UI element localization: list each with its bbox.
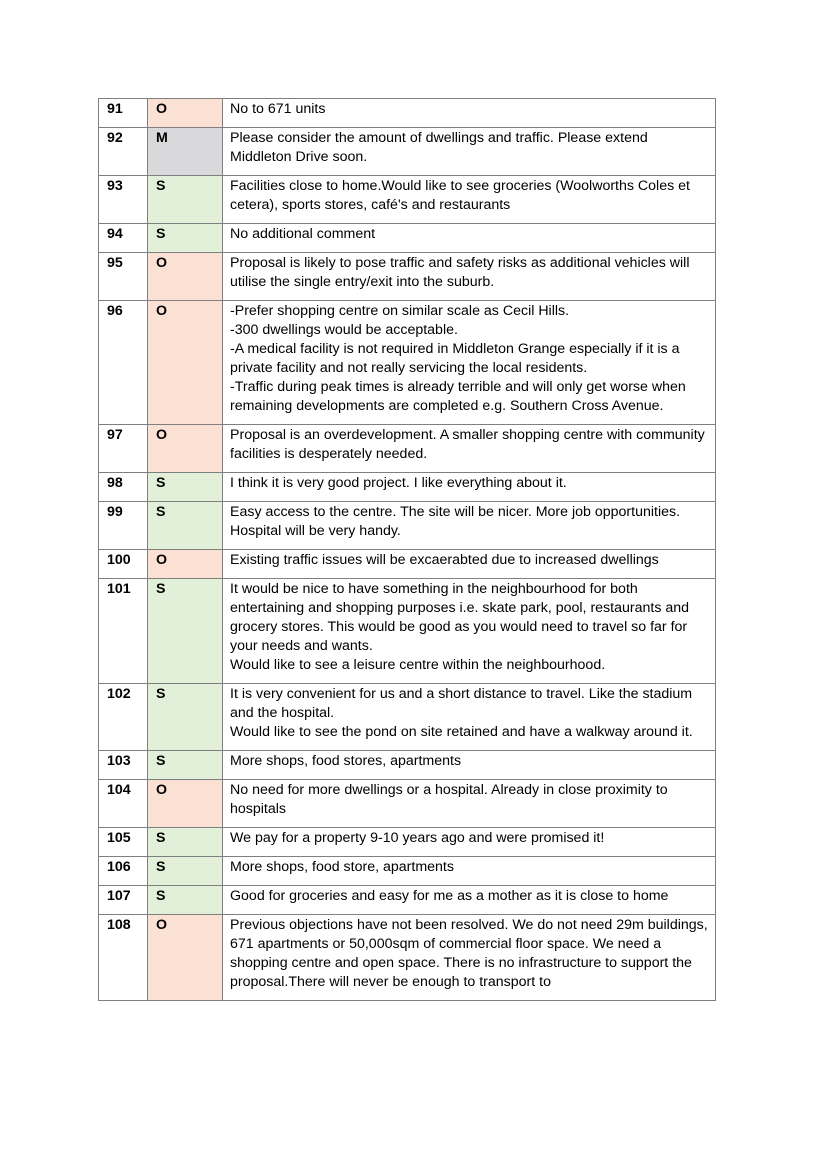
comment-line: Facilities close to home.Would like to see groceries (Woolworths Coles et cetera), sports stores, café's and restaurants — [230, 178, 690, 213]
comment-line: Proposal is an overdevelopment. A smaller shopping centre with community facilities is desperately needed. — [230, 427, 705, 462]
comment-line: -Traffic during peak times is already terrible and will only get worse when remaining developments are completed e.g. Southern Cross Avenue. — [230, 379, 686, 414]
submission-position-code: S — [148, 828, 223, 857]
submission-number: 101 — [99, 579, 148, 684]
comment-line: -Prefer shopping centre on similar scale as Cecil Hills. — [230, 303, 570, 319]
comment-line: I think it is very good project. I like everything about it. — [230, 475, 567, 491]
submission-number: 94 — [99, 224, 148, 253]
table-row — [99, 550, 716, 579]
submission-position-code: O — [148, 780, 223, 828]
submission-number: 97 — [99, 425, 148, 473]
submission-comment — [223, 176, 716, 224]
submission-number: 106 — [99, 857, 148, 886]
submission-number: 91 — [99, 99, 148, 128]
submission-position-code: S — [148, 886, 223, 915]
submission-position-code: S — [148, 176, 223, 224]
comment-line: We pay for a property 9-10 years ago and were promised it! — [230, 830, 605, 846]
submission-number: 105 — [99, 828, 148, 857]
table-row — [99, 684, 716, 751]
comment-line: -A medical facility is not required in Middleton Grange especially if it is a private facility and not really servicing the local residents. — [230, 341, 680, 376]
submission-number: 100 — [99, 550, 148, 579]
submission-number: 98 — [99, 473, 148, 502]
submission-comment — [223, 915, 716, 1001]
table-row — [99, 828, 716, 857]
table-row — [99, 128, 716, 176]
submission-number: 102 — [99, 684, 148, 751]
submission-comment — [223, 857, 716, 886]
submission-comment — [223, 502, 716, 550]
submission-number: 104 — [99, 780, 148, 828]
table-row — [99, 886, 716, 915]
submission-number: 93 — [99, 176, 148, 224]
comment-line: Previous objections have not been resolved. We do not need 29m buildings, 671 apartments or 50,000sqm of commercial floor space. We need a shopping centre and open space. There is no infrastructure to support the proposal.There will never be enough to transport to — [230, 917, 708, 990]
table-row — [99, 857, 716, 886]
table-row — [99, 176, 716, 224]
submission-comment — [223, 684, 716, 751]
comment-line: No additional comment — [230, 226, 376, 242]
comment-line: -300 dwellings would be acceptable. — [230, 322, 458, 338]
submission-position-code: O — [148, 301, 223, 425]
comment-line: It would be nice to have something in the neighbourhood for both entertaining and shopping purposes i.e. skate park, pool, restaurants and grocery stores. This would be good as you would need to travel so far for your needs and wants. — [230, 581, 690, 654]
submission-comment — [223, 886, 716, 915]
table-row — [99, 99, 716, 128]
submission-comment — [223, 301, 716, 425]
submission-comment — [223, 473, 716, 502]
comment-line: Easy access to the centre. The site will be nicer. More job opportunities. Hospital will be very handy. — [230, 504, 681, 539]
table-row — [99, 224, 716, 253]
submission-position-code: S — [148, 857, 223, 886]
submission-comment — [223, 550, 716, 579]
submission-position-code: S — [148, 751, 223, 780]
submission-comment — [223, 579, 716, 684]
comment-line: No need for more dwellings or a hospital. Already in close proximity to hospitals — [230, 782, 668, 817]
submission-comment — [223, 425, 716, 473]
comment-line: Existing traffic issues will be excaerabted due to increased dwellings — [230, 552, 659, 568]
submission-position-code: O — [148, 915, 223, 1001]
submission-comment — [223, 828, 716, 857]
submission-number: 108 — [99, 915, 148, 1001]
table-row — [99, 301, 716, 425]
submission-comment — [223, 751, 716, 780]
submission-position-code: M — [148, 128, 223, 176]
submission-position-code: S — [148, 224, 223, 253]
table-row — [99, 579, 716, 684]
table-row — [99, 502, 716, 550]
table-row — [99, 473, 716, 502]
submission-number: 95 — [99, 253, 148, 301]
comment-line: Good for groceries and easy for me as a mother as it is close to home — [230, 888, 669, 904]
submission-position-code: O — [148, 99, 223, 128]
submission-number: 92 — [99, 128, 148, 176]
submission-number: 103 — [99, 751, 148, 780]
table-row — [99, 253, 716, 301]
table-row — [99, 915, 716, 1001]
comment-line: No to 671 units — [230, 101, 326, 117]
submission-number: 96 — [99, 301, 148, 425]
submissions-table — [98, 98, 716, 1001]
submission-position-code: S — [148, 579, 223, 684]
submission-comment — [223, 128, 716, 176]
table-row — [99, 780, 716, 828]
comment-line: It is very convenient for us and a short distance to travel. Like the stadium and the hospital. — [230, 686, 693, 721]
comment-line: More shops, food stores, apartments — [230, 753, 462, 769]
submission-comment — [223, 253, 716, 301]
submission-position-code: O — [148, 253, 223, 301]
submission-comment — [223, 780, 716, 828]
submission-position-code: S — [148, 502, 223, 550]
comment-line: Proposal is likely to pose traffic and safety risks as additional vehicles will utilise the single entry/exit into the suburb. — [230, 255, 690, 290]
submission-number: 99 — [99, 502, 148, 550]
table-row — [99, 751, 716, 780]
submission-number: 107 — [99, 886, 148, 915]
comment-line: More shops, food store, apartments — [230, 859, 454, 875]
comment-line: Would like to see a leisure centre within the neighbourhood. — [230, 657, 606, 673]
submission-comment — [223, 224, 716, 253]
submission-position-code: S — [148, 473, 223, 502]
comment-line: Would like to see the pond on site retained and have a walkway around it. — [230, 724, 693, 740]
submissions-table-body — [99, 99, 716, 1001]
table-row — [99, 425, 716, 473]
submission-position-code: O — [148, 425, 223, 473]
comment-line: Please consider the amount of dwellings and traffic. Please extend Middleton Drive soon. — [230, 130, 648, 165]
submission-position-code: O — [148, 550, 223, 579]
submission-comment — [223, 99, 716, 128]
submission-position-code: S — [148, 684, 223, 751]
